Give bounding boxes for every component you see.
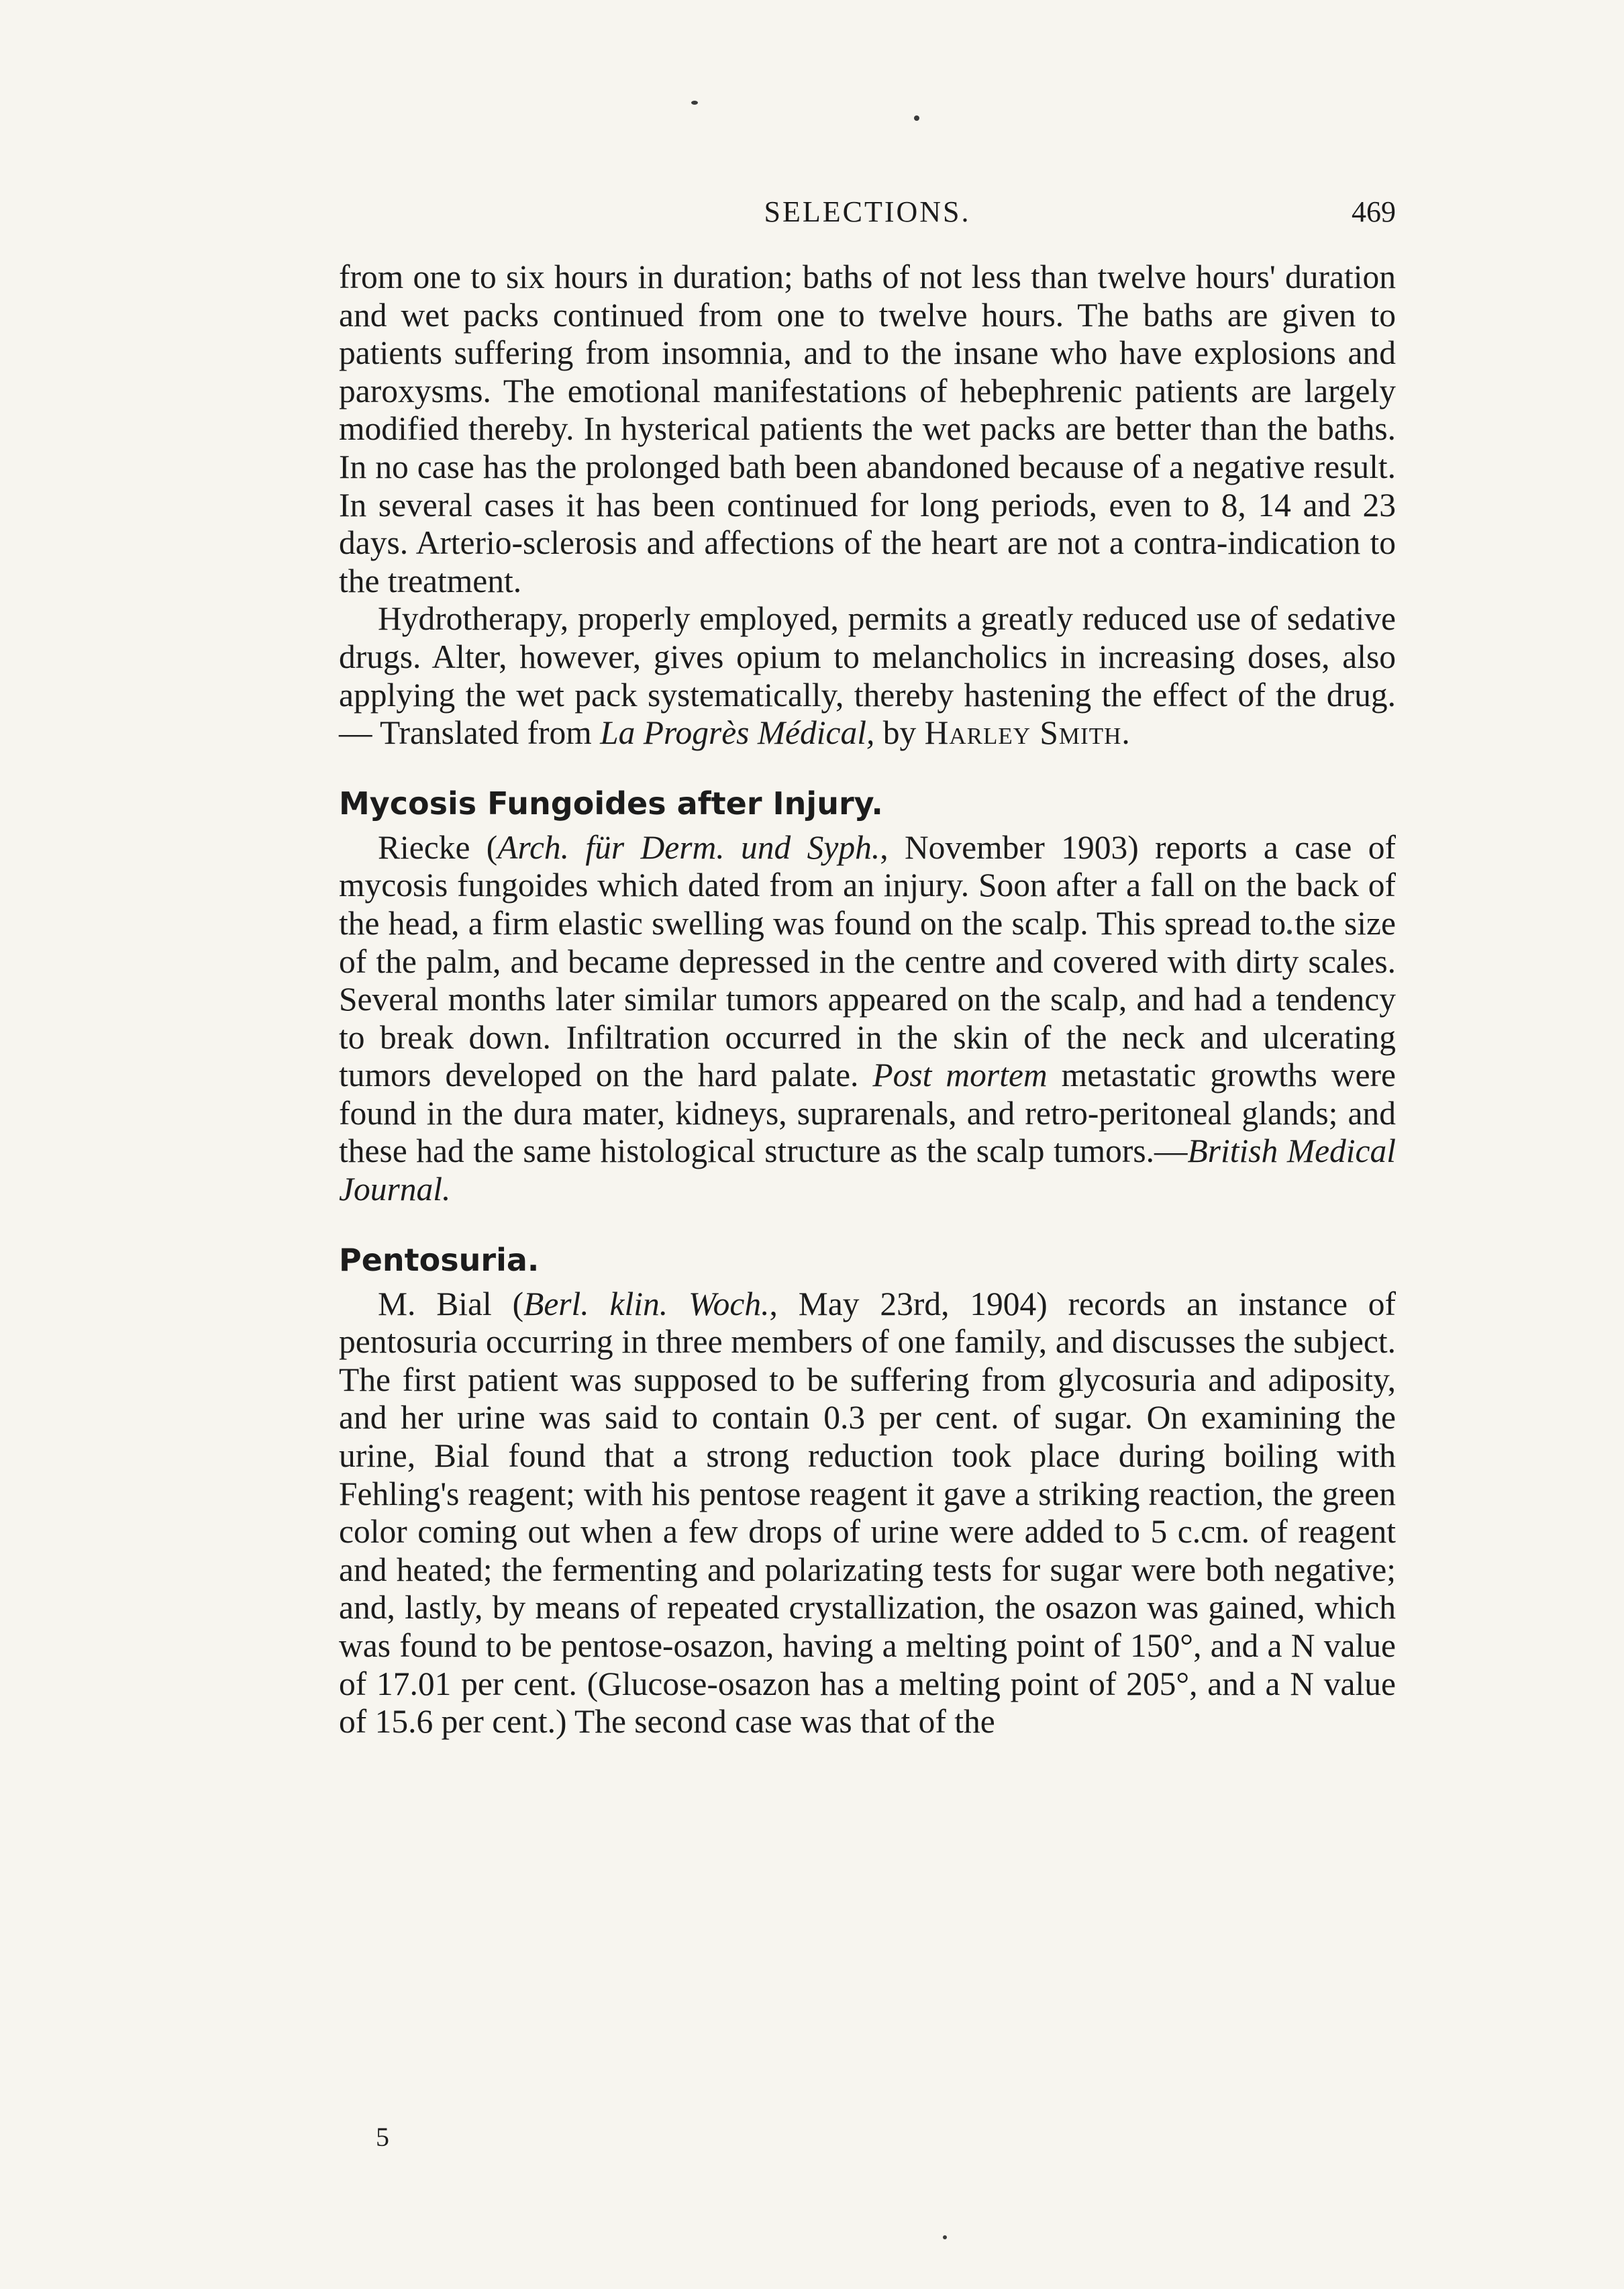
mycosis-text-a: , November 1903) reports a case of mycosis fungoides which dated from an injury. Soon after a fall on the back of the head, a firm elastic swelling was found on the scalp. This spread to the size of the palm, and became depressed in the centre and covered with dirty scales. Several months later similar tumors appeared on the scalp, and had a tendency to break down. Infiltration occurred in the skin of the neck and ulcerating tumors developed on the hard palate. — [339, 828, 1396, 1094]
ink-speck — [943, 2235, 947, 2239]
paragraph-mycosis — [339, 829, 1396, 1209]
section-title-mycosis: Mycosis Fungoides after Injury. — [339, 785, 883, 822]
post-mortem-term: Post mortem — [872, 1057, 1048, 1094]
mycosis-text-b: metastatic growths were found in the dura mater, kidneys, suprarenals, and retro-peritoneal glands; and these had the same histological structure as the scalp tumors.— — [339, 1057, 1397, 1170]
ink-speck — [914, 115, 919, 121]
page-header — [339, 195, 1396, 242]
pentosuria-start: M. Bial ( — [378, 1285, 524, 1322]
paragraph-continuation: from one to six hours in duration; baths of not less than twelve hours' duration and wet packs continued from one to twelve hours. The baths are given to patients suffering from insomnia, and to the insane who have explosions and paroxysms. The emotional manifestations of hebephrenic patients are largely modified thereby. In hysterical patients the wet packs are better than the baths. In no case has the prolonged bath been abandoned because of a negative result. In several cases it has been continued for long periods, even to 8, 14 and 23 days. Arterio-sclerosis and affections of the heart are not a contra-indication to the treatment. — [339, 258, 1396, 599]
paragraph-pentosuria — [339, 1285, 1396, 1741]
mycosis-citation: Arch. für Derm. und Syph. — [497, 828, 880, 866]
ink-speck — [691, 101, 698, 105]
page-number: 469 — [1352, 195, 1396, 228]
paragraph-hydrotherapy — [339, 600, 1396, 752]
section-title-pentosuria: Pentosuria. — [339, 1241, 540, 1278]
running-title: SELECTIONS. — [764, 195, 971, 228]
by-word: by — [874, 714, 925, 752]
source-title: La Progrès Médical, — [600, 714, 875, 752]
journal-title: British Medical Journal. — [339, 1132, 1397, 1208]
signature-mark: 5 — [376, 2122, 389, 2152]
mycosis-start: Riecke ( — [378, 828, 498, 866]
body-text — [339, 258, 1396, 1741]
hydrotherapy-text: Hydrotherapy, properly employed, permits a greatly reduced use of sedative drugs. Alter, however, gives opium to melancholics in increasing doses, also applying the wet pack systematically, thereby hastening the effect of the drug.— Translated from — [339, 600, 1396, 752]
pentosuria-citation: Berl. klin. Woch. — [523, 1285, 770, 1322]
translator-name: Harley Smith. — [924, 714, 1131, 752]
pentosuria-text: , May 23rd, 1904) records an instance of pentosuria occurring in three members of one family, and discusses the subject. The first patient was supposed to be suffering from glycosuria and adiposity, and her urine was said to contain 0.3 per cent. of sugar. On examining the urine, Bial found that a strong reduction took place during boiling with Fehling's reagent; with his pentose reagent it gave a striking reaction, the green color coming out when a few drops of urine were added to 5 c.cm. of reagent and heated; the fermenting and polarizating tests for sugar were both negative; and, lastly, by means of repeated crystallization, the osazon was gained, which was found to be pentose-osazon, having a melting point of 150°, and a N value of 17.01 per cent. (Glucose-osazon has a melting point of 205°, and a N value of 15.6 per cent.) The second case was that of the — [339, 1285, 1397, 1741]
